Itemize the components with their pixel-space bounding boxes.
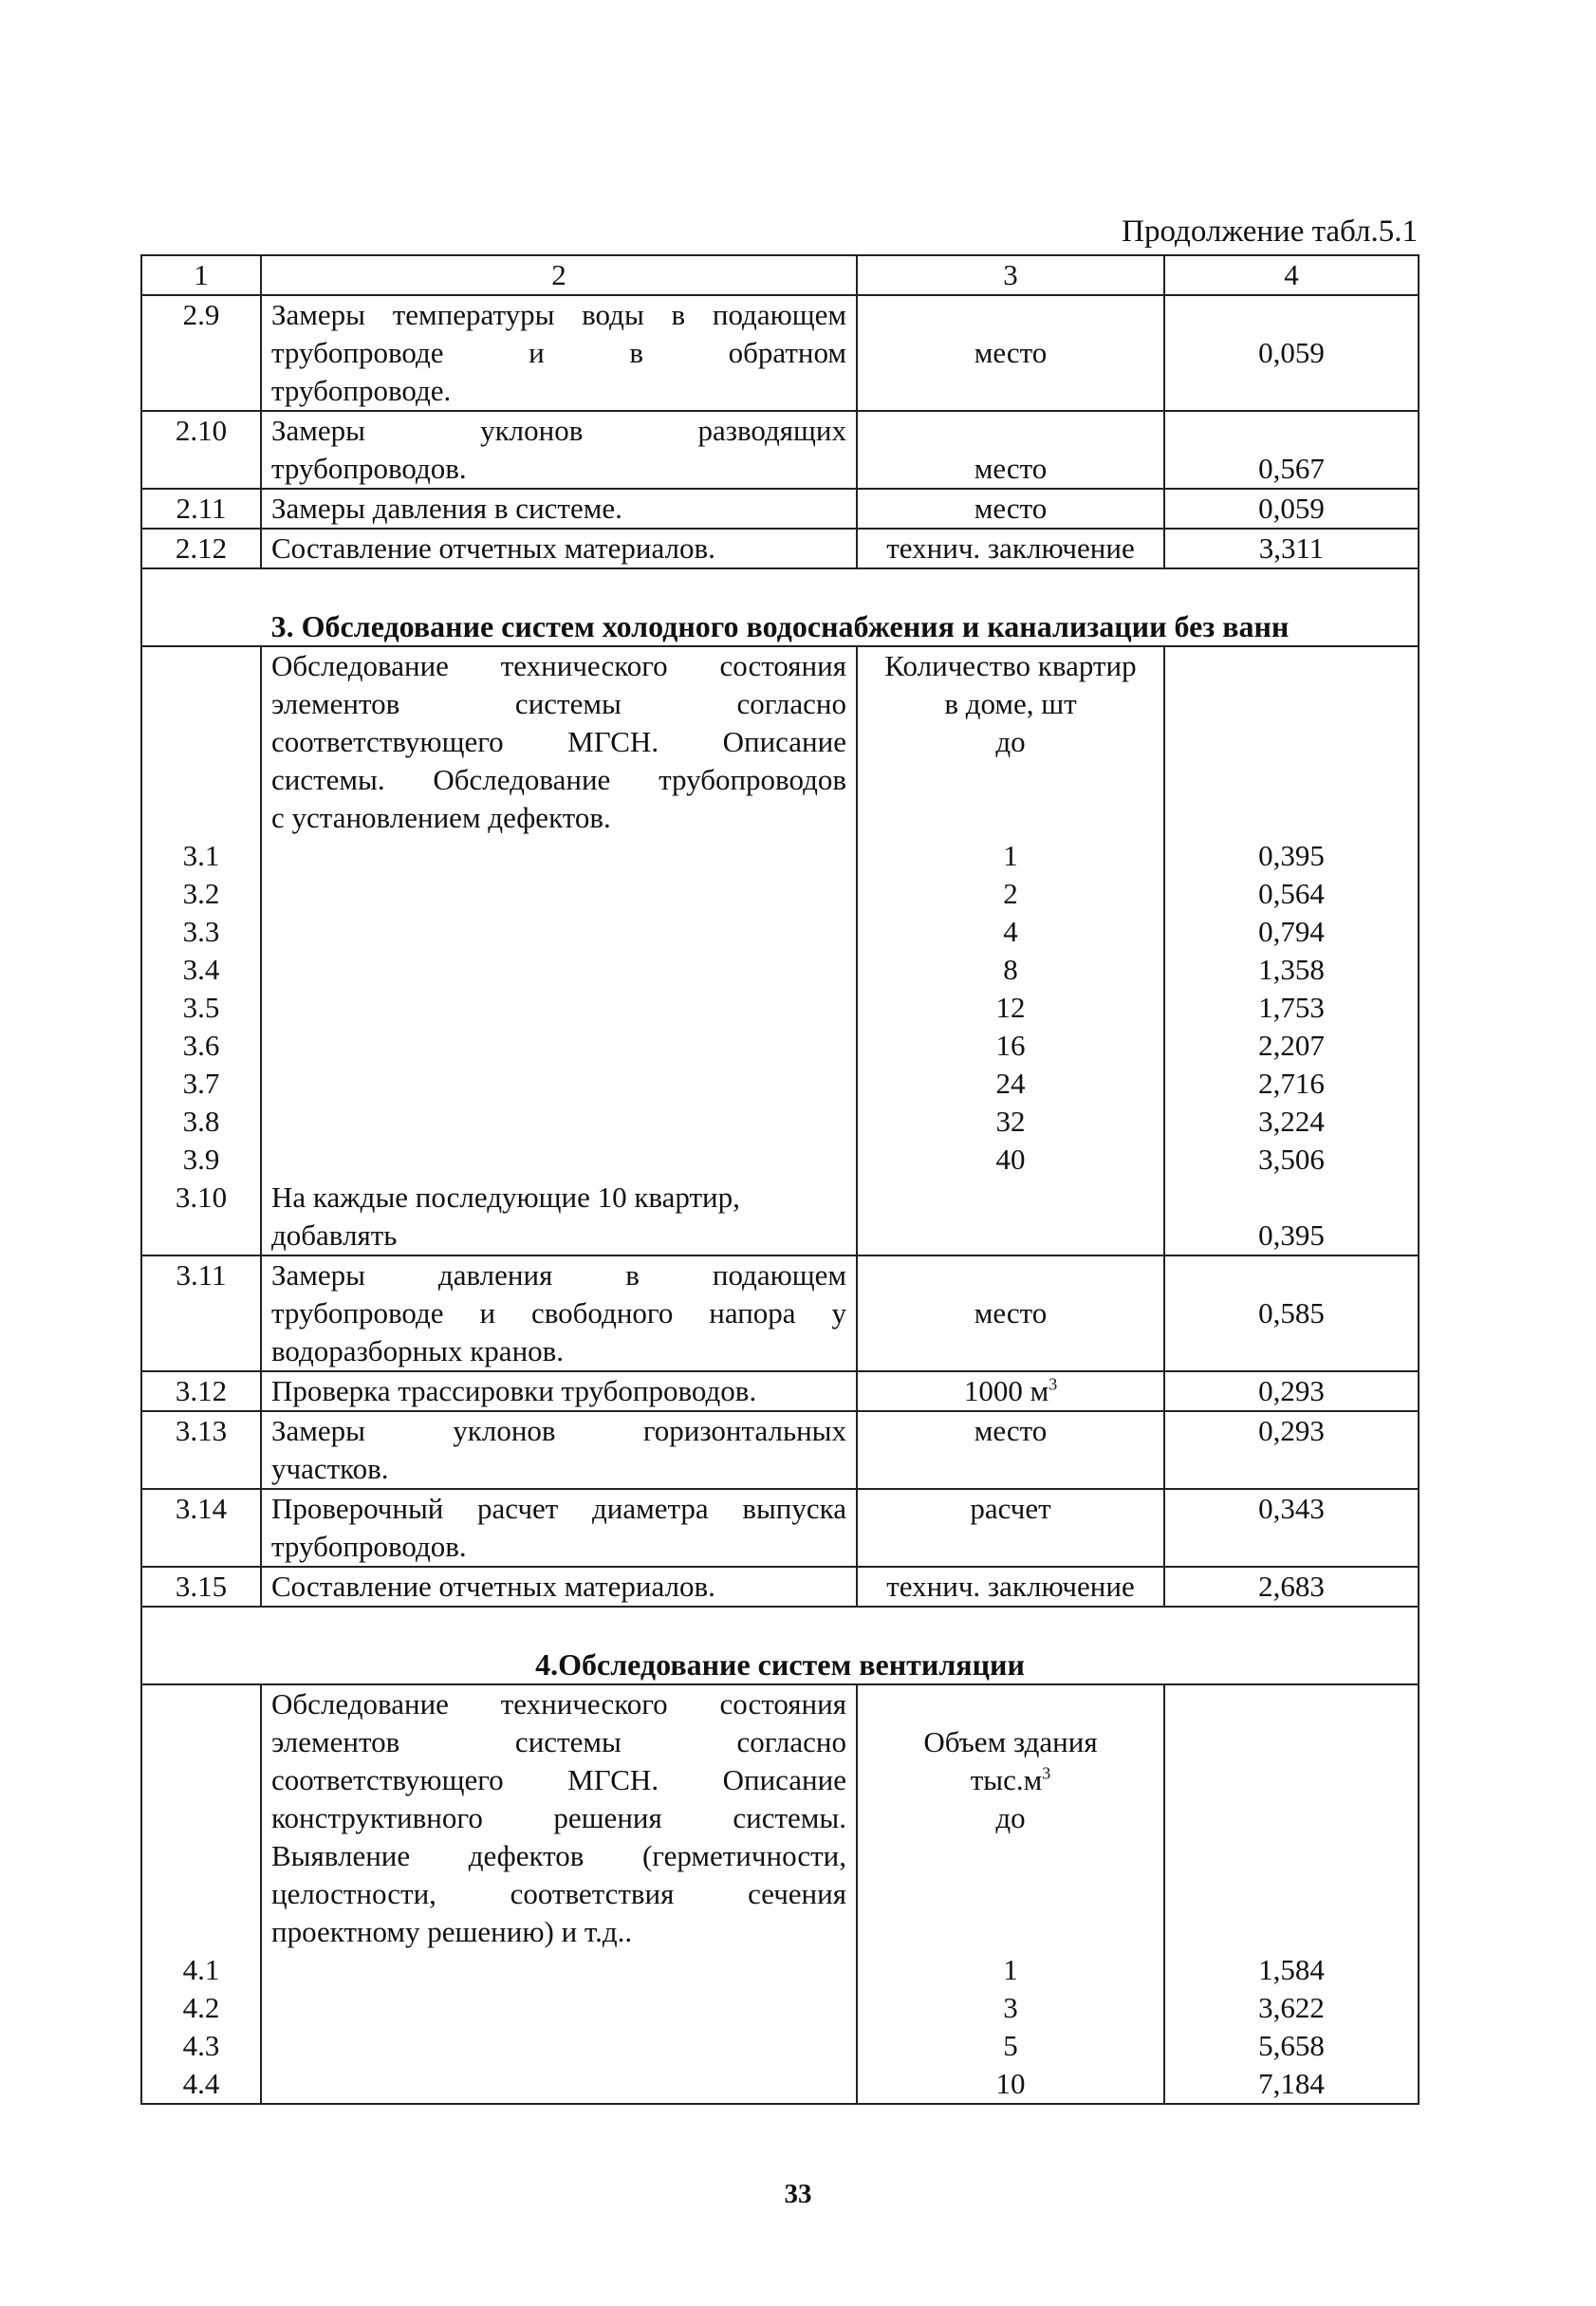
unit-text: тыс.м <box>970 1763 1043 1796</box>
row-value: 3,506 <box>1164 1141 1419 1179</box>
description-line: Составление отчетных материалов. <box>271 531 715 565</box>
row-value: 0,567 <box>1164 411 1419 489</box>
row-qty: 24 <box>857 1065 1164 1103</box>
row-value: 5,658 <box>1164 2027 1419 2065</box>
row-number: 3.10 <box>141 1179 261 1255</box>
row-qty: 3 <box>857 1989 1164 2027</box>
header-col-4: 4 <box>1164 255 1419 295</box>
intro-line: элементов системы согласно <box>271 1725 846 1758</box>
row-unit <box>857 1179 1164 1255</box>
description-line: Замеры температуры воды в подающем <box>271 298 846 331</box>
row-description <box>261 1065 857 1103</box>
row-value: 2,207 <box>1164 1027 1419 1065</box>
row-qty: 16 <box>857 1027 1164 1065</box>
table-row-3-14 <box>141 1489 1419 1567</box>
row-unit: место <box>857 489 1164 529</box>
description-line: водоразборных кранов. <box>271 1334 565 1367</box>
row-description <box>261 1567 857 1607</box>
section-4-intro <box>261 1684 857 1951</box>
unit-superscript: 3 <box>1042 1763 1051 1783</box>
unit-line: в доме, шт <box>944 687 1077 720</box>
row-value: 3,224 <box>1164 1103 1419 1141</box>
row-unit: место <box>857 1411 1164 1489</box>
row-qty: 1 <box>857 1951 1164 1989</box>
row-number: 3.7 <box>141 1065 261 1103</box>
row-value: 0,395 <box>1164 837 1419 875</box>
row-value: 0,343 <box>1164 1489 1419 1567</box>
description-line: Замеры давления в системе. <box>271 492 622 525</box>
description-line: Проверка трассировки трубопроводов. <box>271 1374 757 1407</box>
table-header-row <box>141 255 1419 295</box>
row-description <box>261 1951 857 1989</box>
row-number: 3.6 <box>141 1027 261 1065</box>
unit-line: Количество квартир <box>884 649 1137 682</box>
row-value: 3,311 <box>1164 529 1419 568</box>
table-row-4-4 <box>141 2065 1419 2104</box>
row-qty: 10 <box>857 2065 1164 2104</box>
section-3-unit <box>857 646 1164 837</box>
row-number: 4.4 <box>141 2065 261 2104</box>
row-description <box>261 489 857 529</box>
table-row-3-12 <box>141 1371 1419 1411</box>
table-row-3-8 <box>141 1103 1419 1141</box>
section-4-title-row <box>141 1607 1419 1684</box>
row-number: 2.12 <box>141 529 261 568</box>
row-value: 1,753 <box>1164 989 1419 1027</box>
table-row-3-2 <box>141 875 1419 913</box>
table-row-3-13 <box>141 1411 1419 1489</box>
table-row-3-9 <box>141 1141 1419 1179</box>
row-qty: 4 <box>857 913 1164 951</box>
table-row-2-11 <box>141 489 1419 529</box>
intro-line: системы. Обследование трубопроводов <box>271 763 846 796</box>
unit-line: до <box>995 1801 1026 1834</box>
description-line: трубопроводе. <box>271 374 452 407</box>
row-qty: 12 <box>857 989 1164 1027</box>
row-number: 3.14 <box>141 1489 261 1567</box>
row-description <box>261 1179 857 1255</box>
row-qty: 8 <box>857 951 1164 989</box>
intro-line: конструктивного решения системы. <box>271 1801 846 1834</box>
row-value: 0,395 <box>1164 1179 1419 1255</box>
description-line: добавлять <box>271 1218 398 1252</box>
row-unit <box>857 1371 1164 1411</box>
row-qty: 5 <box>857 2027 1164 2065</box>
section-4-title: 4.Обследование систем вентиляции <box>141 1607 1419 1684</box>
intro-line: Обследование технического состояния <box>271 649 846 682</box>
table-row-4-1 <box>141 1951 1419 1989</box>
table-row-4-2 <box>141 1989 1419 2027</box>
table-row-3-11 <box>141 1255 1419 1371</box>
section-4-unit <box>857 1684 1164 1951</box>
section-4-intro-row <box>141 1684 1419 1951</box>
table-row-3-6 <box>141 1027 1419 1065</box>
row-unit: расчет <box>857 1489 1164 1567</box>
row-number: 2.10 <box>141 411 261 489</box>
row-value: 0,059 <box>1164 489 1419 529</box>
unit-superscript: 3 <box>1049 1374 1058 1394</box>
row-description <box>261 2027 857 2065</box>
header-col-2: 2 <box>261 255 857 295</box>
row-value: 0,293 <box>1164 1371 1419 1411</box>
row-description <box>261 1989 857 2027</box>
description-line: Замеры давления в подающем <box>271 1258 846 1292</box>
row-number: 4.3 <box>141 2027 261 2065</box>
description-line: трубопроводов. <box>271 1530 467 1563</box>
row-unit: место <box>857 1255 1164 1371</box>
row-qty: 1 <box>857 837 1164 875</box>
table-row-3-7 <box>141 1065 1419 1103</box>
row-description <box>261 989 857 1027</box>
intro-line: проектному решению) и т.д.. <box>271 1915 633 1948</box>
row-number <box>141 1684 261 1951</box>
description-line: Составление отчетных материалов. <box>271 1570 715 1603</box>
row-number: 4.1 <box>141 1951 261 1989</box>
row-value: 7,184 <box>1164 2065 1419 2104</box>
row-value: 0,293 <box>1164 1411 1419 1489</box>
description-line: трубопроводе и в обратном <box>271 336 846 369</box>
description-line: трубопроводе и свободного напора у <box>271 1296 846 1330</box>
table-row-2-12 <box>141 529 1419 568</box>
intro-line: соответствующего МГСН. Описание <box>271 1763 846 1796</box>
section-3-title: 3. Обследование систем холодного водоснабжения и канализации без ванн <box>141 568 1419 646</box>
intro-line: соответствующего МГСН. Описание <box>271 725 846 758</box>
row-unit: место <box>857 411 1164 489</box>
table-row-3-10 <box>141 1179 1419 1255</box>
row-number: 3.2 <box>141 875 261 913</box>
description-line: Замеры уклонов разводящих <box>271 414 846 447</box>
row-number: 3.9 <box>141 1141 261 1179</box>
table-5-1-continuation <box>140 254 1420 2105</box>
row-value: 3,622 <box>1164 1989 1419 2027</box>
row-number: 3.4 <box>141 951 261 989</box>
row-number: 3.8 <box>141 1103 261 1141</box>
row-value: 0,564 <box>1164 875 1419 913</box>
row-description <box>261 411 857 489</box>
row-number: 2.11 <box>141 489 261 529</box>
row-description <box>261 1141 857 1179</box>
row-unit: место <box>857 295 1164 411</box>
row-description <box>261 1489 857 1567</box>
row-number: 3.3 <box>141 913 261 951</box>
row-number: 3.11 <box>141 1255 261 1371</box>
row-value <box>1164 1684 1419 1951</box>
intro-line: элементов системы согласно <box>271 687 846 720</box>
row-description <box>261 529 857 568</box>
row-description <box>261 1103 857 1141</box>
row-description <box>261 1371 857 1411</box>
row-unit: технич. заключение <box>857 1567 1164 1607</box>
row-description <box>261 295 857 411</box>
table-row-3-15 <box>141 1567 1419 1607</box>
row-value: 2,683 <box>1164 1567 1419 1607</box>
table-caption: Продолжение табл.5.1 <box>1122 214 1418 249</box>
row-value: 0,794 <box>1164 913 1419 951</box>
table-row-3-4 <box>141 951 1419 989</box>
row-description <box>261 951 857 989</box>
row-description <box>261 1411 857 1489</box>
row-value: 1,584 <box>1164 1951 1419 1989</box>
row-description <box>261 837 857 875</box>
intro-line: с установлением дефектов. <box>271 801 611 834</box>
unit-line: Объем здания <box>923 1725 1098 1758</box>
row-qty: 40 <box>857 1141 1164 1179</box>
row-description <box>261 875 857 913</box>
row-number: 3.15 <box>141 1567 261 1607</box>
row-number: 2.9 <box>141 295 261 411</box>
row-number: 3.5 <box>141 989 261 1027</box>
row-value: 2,716 <box>1164 1065 1419 1103</box>
row-value: 0,059 <box>1164 295 1419 411</box>
description-line: Проверочный расчет диаметра выпуска <box>271 1492 846 1525</box>
intro-line: целостности, соответствия сечения <box>271 1877 846 1910</box>
row-value <box>1164 646 1419 837</box>
unit-text: 1000 м <box>963 1374 1049 1407</box>
page-number: 33 <box>784 2179 812 2209</box>
row-number: 4.2 <box>141 1989 261 2027</box>
intro-line: Обследование технического состояния <box>271 1687 846 1720</box>
intro-line: Выявление дефектов (герметичности, <box>271 1839 846 1872</box>
table-row-2-10 <box>141 411 1419 489</box>
row-value: 1,358 <box>1164 951 1419 989</box>
section-3-intro-row <box>141 646 1419 837</box>
row-number <box>141 646 261 837</box>
unit-line <box>867 1761 1154 1799</box>
row-value: 0,585 <box>1164 1255 1419 1371</box>
row-description <box>261 2065 857 2104</box>
section-3-intro <box>261 646 857 837</box>
row-unit: технич. заключение <box>857 529 1164 568</box>
header-col-3: 3 <box>857 255 1164 295</box>
row-description <box>261 913 857 951</box>
row-number: 3.1 <box>141 837 261 875</box>
section-3-title-row <box>141 568 1419 646</box>
row-number: 3.12 <box>141 1371 261 1411</box>
description-line: На каждые последующие 10 квартир, <box>271 1181 740 1214</box>
header-col-1: 1 <box>141 255 261 295</box>
row-qty: 32 <box>857 1103 1164 1141</box>
row-number: 3.13 <box>141 1411 261 1489</box>
row-description <box>261 1027 857 1065</box>
description-line: Замеры уклонов горизонтальных <box>271 1414 846 1447</box>
description-line: трубопроводов. <box>271 452 467 485</box>
table-row-3-1 <box>141 837 1419 875</box>
description-line: участков. <box>271 1452 389 1485</box>
unit-line: до <box>995 725 1026 758</box>
row-description <box>261 1255 857 1371</box>
table-row-3-5 <box>141 989 1419 1027</box>
row-qty: 2 <box>857 875 1164 913</box>
table-row-2-9 <box>141 295 1419 411</box>
table-row-3-3 <box>141 913 1419 951</box>
table-row-4-3 <box>141 2027 1419 2065</box>
